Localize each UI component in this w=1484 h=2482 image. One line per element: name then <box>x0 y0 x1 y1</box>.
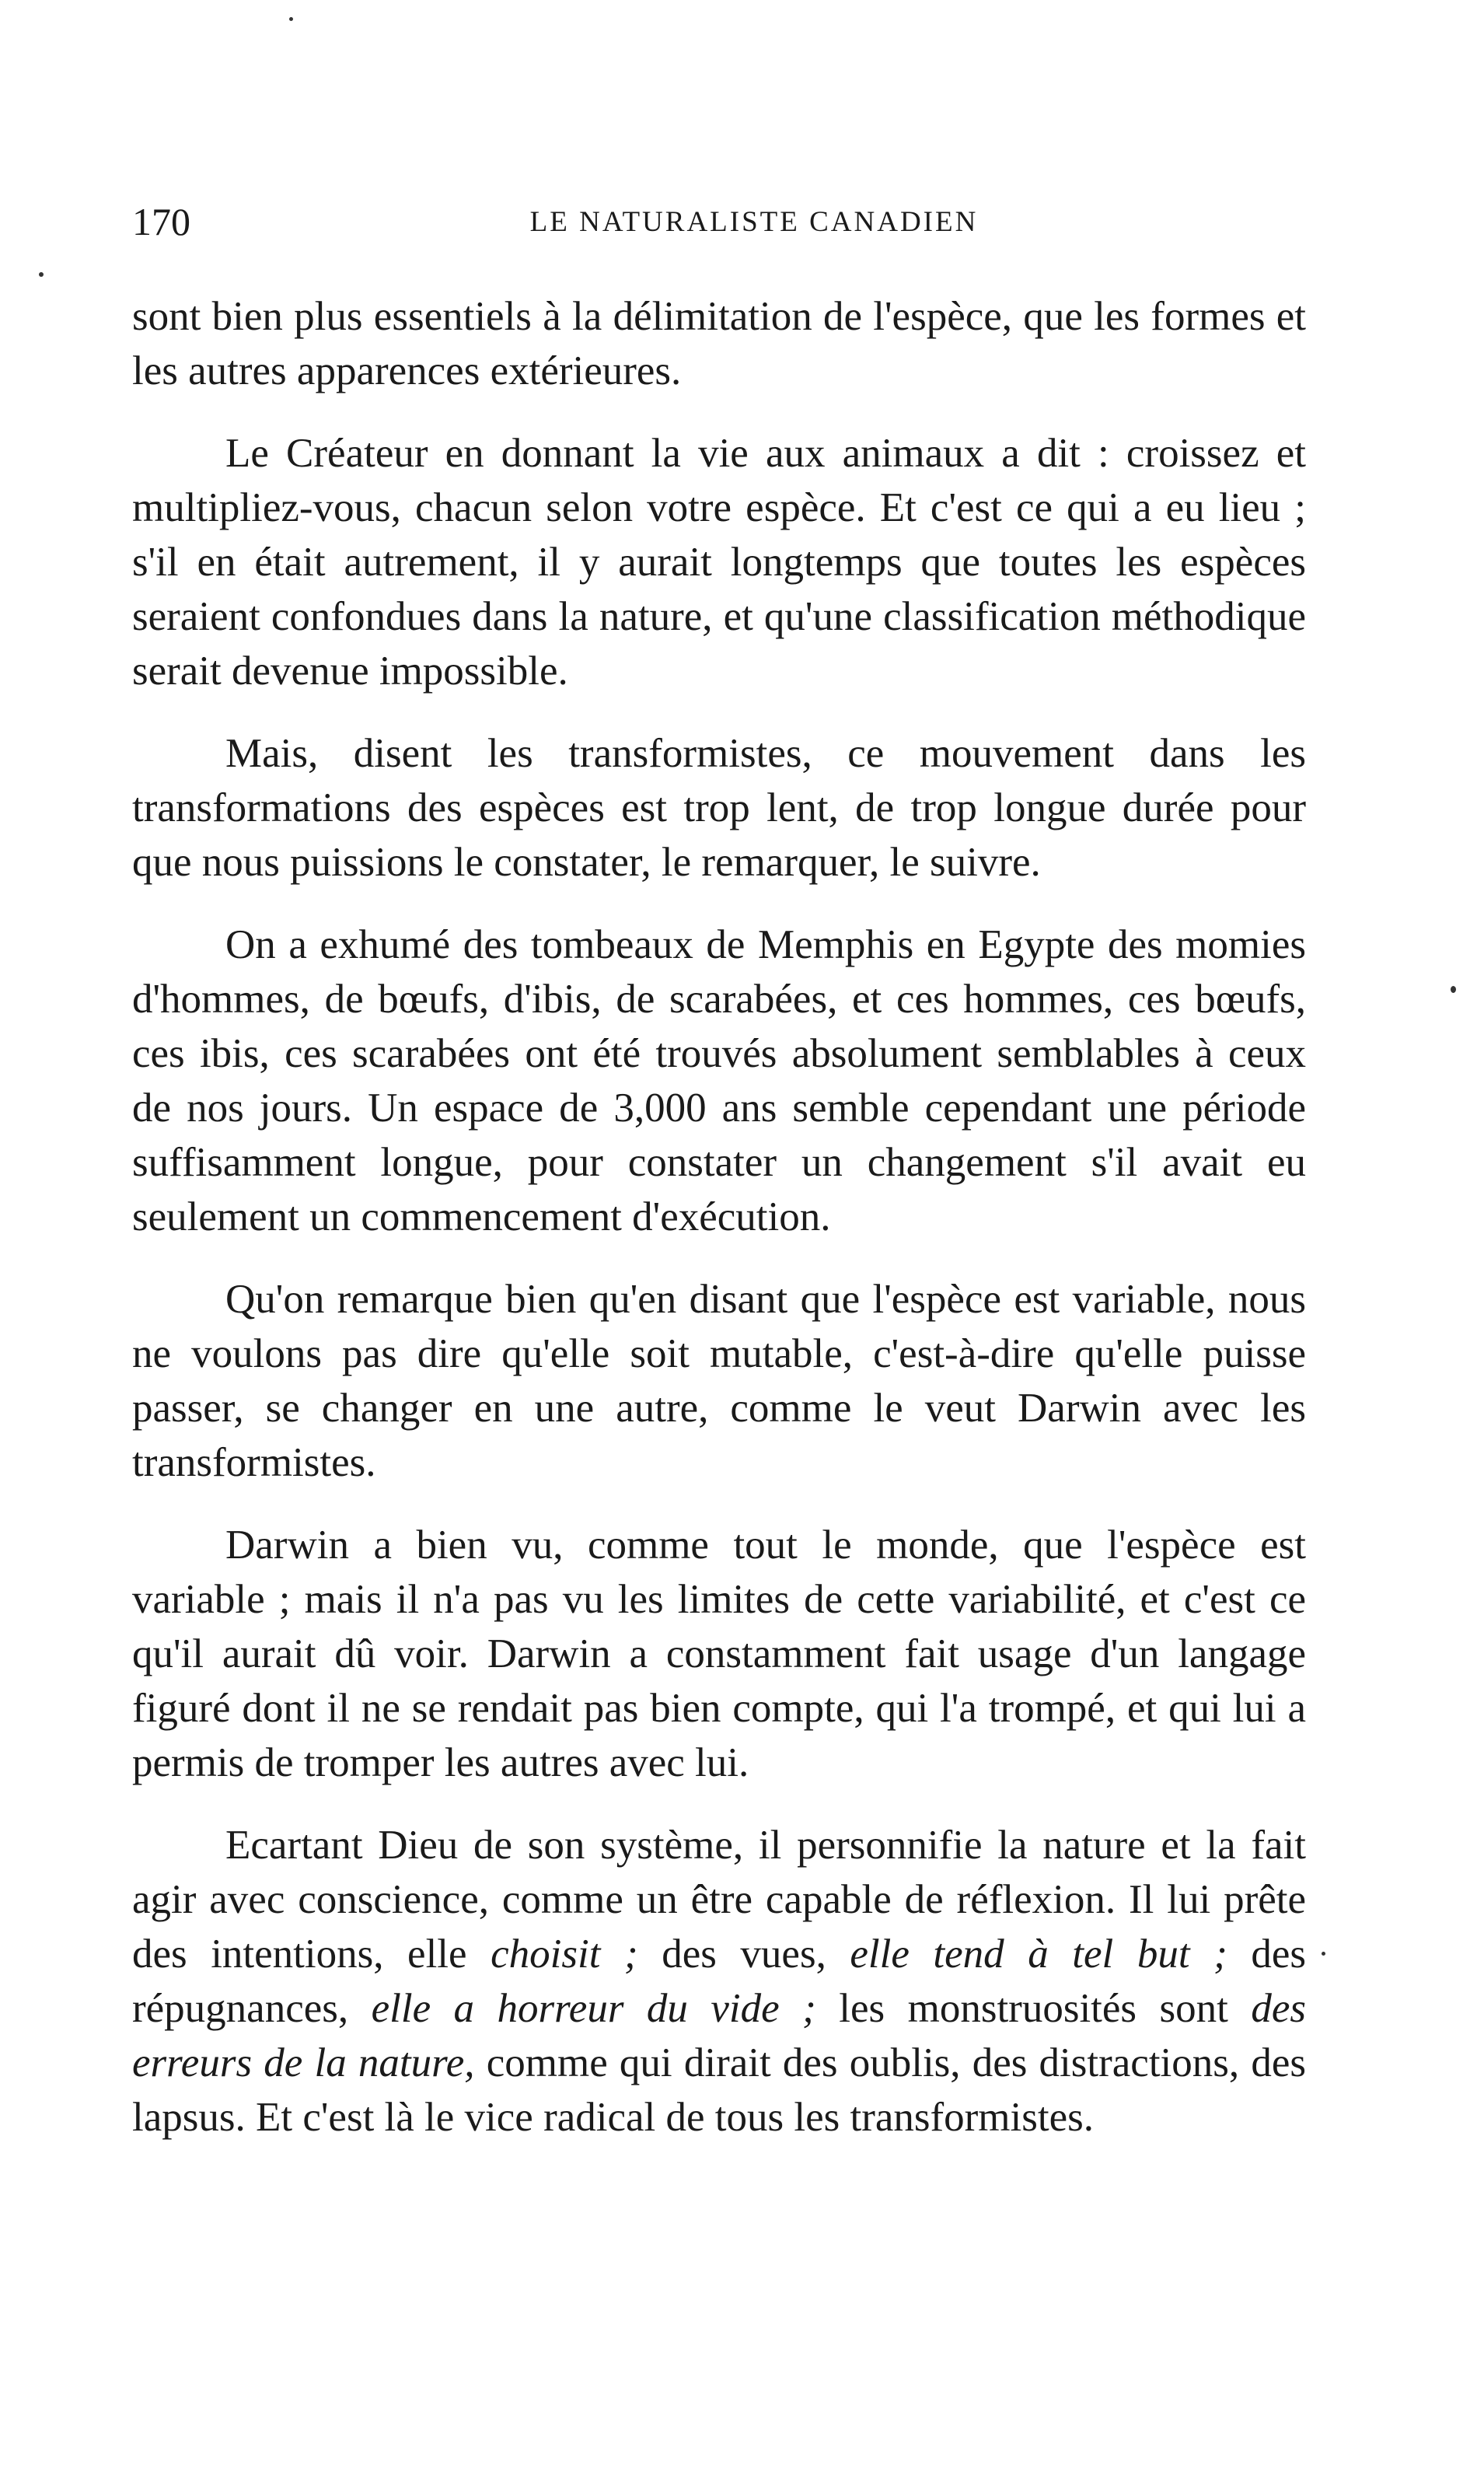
italic-phrase: choisit ; <box>491 1931 638 1977</box>
italic-phrase: des erreurs de la nature, <box>132 1986 1306 2085</box>
paragraph <box>132 918 1306 1244</box>
text-run: des vues, <box>637 1931 850 1977</box>
paragraph <box>132 726 1306 890</box>
body-text <box>132 289 1306 2173</box>
page-header <box>132 194 1306 249</box>
paragraph <box>132 289 1306 398</box>
text-run: Ecartant Dieu de son système, il personnifie la nature et la fait agir avec conscience, comme un être capable de réflexion. Il lui prête des intentions, elle <box>132 1823 1306 1977</box>
text-run: Mais, disent les transformistes, ce mouvement dans les transformations des espèces est trop lent, de trop longue durée pour que nous puissions le constater, le remarquer, le suivre. <box>132 731 1306 885</box>
text-run: les monstruosités sont <box>815 1986 1252 2031</box>
italic-phrase: elle a horreur du vide ; <box>371 1986 816 2031</box>
scan-speck <box>1322 1952 1325 1956</box>
paragraph <box>132 1518 1306 1790</box>
text-run: Darwin a bien vu, comme tout le monde, que l'espèce est variable ; mais il n'a pas vu les limites de cette variabilité, et c'est ce qu'il aurait dû voir. Darwin a constamment fait usage d'un langage figuré dont il ne se rendait pas bien compte, qui l'a trompé, et qui lui a permis de tromper les autres avec lui. <box>132 1522 1306 1785</box>
text-run: des répugnances, <box>132 1931 1306 2031</box>
text-run: comme qui dirait des oublis, des distractions, des lapsus. Et c'est là le vice radical de tous les transformistes. <box>132 2040 1306 2140</box>
text-run: sont bien plus essentiels à la délimitation de l'espèce, que les formes et les autres apparences extérieures. <box>132 294 1306 393</box>
paragraph <box>132 426 1306 698</box>
italic-phrase: elle tend à tel but ; <box>850 1931 1227 1977</box>
scan-speck <box>289 17 293 21</box>
scan-speck <box>1451 986 1456 993</box>
running-title: LE NATURALISTE CANADIEN <box>529 206 979 238</box>
scan-speck <box>39 272 44 277</box>
text-run: On a exhumé des tombeaux de Memphis en Egypte des momies d'hommes, de bœufs, d'ibis, de scarabées, et ces hommes, ces bœufs, ces ibis, ces scarabées ont été trouvés absolument semblables à ceux de nos jours. Un espace de 3,000 ans semble cependant une période suffisamment longue, pour constater un changement s'il avait eu seulement un commencement d'exécution. <box>132 922 1306 1239</box>
text-run: Qu'on remarque bien qu'en disant que l'espèce est variable, nous ne voulons pas dire qu'elle soit mutable, c'est-à-dire qu'elle puisse passer, se changer en une autre, comme le veut Darwin avec les transformistes. <box>132 1277 1306 1485</box>
paragraph <box>132 1272 1306 1490</box>
paragraph <box>132 1818 1306 2145</box>
text-run: Le Créateur en donnant la vie aux animaux a dit : croissez et multipliez-vous, chacun selon votre espèce. Et c'est ce qui a eu lieu ; s'il en était autrement, il y aurait longtemps que toutes les espèces seraient confondues dans la nature, et qu'une classification méthodique serait devenue impossible. <box>132 431 1306 694</box>
page-number: 170 <box>132 200 190 243</box>
